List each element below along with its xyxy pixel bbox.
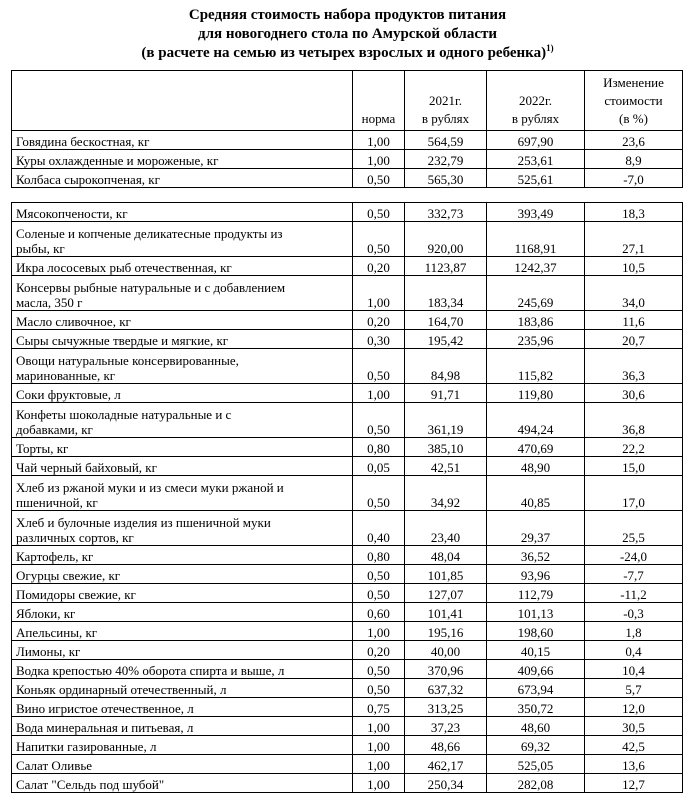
table-row	[12, 330, 683, 349]
change-cell: 20,7	[585, 330, 683, 349]
product-name: Соленые и копченые деликатесные продукты из рыбы, кг	[12, 222, 353, 257]
table-row	[12, 641, 683, 660]
table-row	[12, 457, 683, 476]
table-row	[12, 584, 683, 603]
price-2022-cell: 183,86	[487, 311, 585, 330]
product-name: Овощи натуральные консервированные, маринованные, кг	[12, 349, 353, 384]
price-2021-cell: 313,25	[405, 698, 487, 717]
price-2021-cell: 127,07	[405, 584, 487, 603]
table-row	[12, 311, 683, 330]
product-name: Вино игристое отечественное, л	[12, 698, 353, 717]
product-name: Масло сливочное, кг	[12, 311, 353, 330]
price-2022-cell: 40,15	[487, 641, 585, 660]
table-row	[12, 565, 683, 584]
norm-cell: 0,50	[353, 403, 405, 438]
table-row	[12, 384, 683, 403]
price-2021-cell: 232,79	[405, 150, 487, 169]
change-cell: 12,7	[585, 774, 683, 793]
price-2021-cell: 637,32	[405, 679, 487, 698]
price-2022-cell: 697,90	[487, 131, 585, 150]
change-cell: 25,5	[585, 511, 683, 546]
price-2022-cell: 115,82	[487, 349, 585, 384]
price-2021-cell: 564,59	[405, 131, 487, 150]
price-2022-cell: 198,60	[487, 622, 585, 641]
norm-cell: 0,30	[353, 330, 405, 349]
change-cell: 10,4	[585, 660, 683, 679]
norm-cell: 0,50	[353, 203, 405, 222]
norm-cell: 0,40	[353, 511, 405, 546]
table-row	[12, 131, 683, 150]
norm-cell: 0,50	[353, 476, 405, 511]
price-2022-cell: 235,96	[487, 330, 585, 349]
norm-cell: 1,00	[353, 384, 405, 403]
price-2021-cell: 84,98	[405, 349, 487, 384]
change-cell: 5,7	[585, 679, 683, 698]
product-name: Куры охлажденные и мороженые, кг	[12, 150, 353, 169]
price-2022-cell: 245,69	[487, 276, 585, 311]
table-row	[12, 679, 683, 698]
document-title	[0, 6, 695, 63]
price-2021-cell: 195,42	[405, 330, 487, 349]
norm-cell: 1,00	[353, 774, 405, 793]
price-2022-cell: 673,94	[487, 679, 585, 698]
norm-cell: 1,00	[353, 150, 405, 169]
product-name: Апельсины, кг	[12, 622, 353, 641]
product-name: Мясокопчености, кг	[12, 203, 353, 222]
price-table-top	[11, 70, 683, 188]
table-row	[12, 717, 683, 736]
price-2021-cell: 101,41	[405, 603, 487, 622]
price-2022-cell: 350,72	[487, 698, 585, 717]
table-row	[12, 546, 683, 565]
header-change: Изменение стоимости (в %)	[585, 71, 683, 131]
price-2021-cell: 37,23	[405, 717, 487, 736]
norm-cell: 0,50	[353, 660, 405, 679]
change-cell: 36,3	[585, 349, 683, 384]
product-name: Консервы рыбные натуральные и с добавлением масла, 350 г	[12, 276, 353, 311]
price-2021-cell: 195,16	[405, 622, 487, 641]
price-2022-cell: 93,96	[487, 565, 585, 584]
norm-cell: 1,00	[353, 276, 405, 311]
price-2022-cell: 36,52	[487, 546, 585, 565]
price-2021-cell: 1123,87	[405, 257, 487, 276]
price-2021-cell: 183,34	[405, 276, 487, 311]
table-row	[12, 203, 683, 222]
norm-cell: 0,20	[353, 311, 405, 330]
table-row	[12, 511, 683, 546]
product-name: Говядина бескостная, кг	[12, 131, 353, 150]
price-2022-cell: 48,90	[487, 457, 585, 476]
table-row	[12, 622, 683, 641]
norm-cell: 0,50	[353, 679, 405, 698]
change-cell: 1,8	[585, 622, 683, 641]
norm-cell: 1,00	[353, 131, 405, 150]
price-2021-cell: 385,10	[405, 438, 487, 457]
change-cell: 17,0	[585, 476, 683, 511]
price-2022-cell: 112,79	[487, 584, 585, 603]
price-2021-cell: 48,04	[405, 546, 487, 565]
title-line-3: (в расчете на семью из четырех взрослых и одного ребенка)$^{1)}$	[141, 43, 554, 61]
product-name: Вода минеральная и питьевая, л	[12, 717, 353, 736]
price-2021-cell: 23,40	[405, 511, 487, 546]
price-2021-cell: 42,51	[405, 457, 487, 476]
price-2022-cell: 40,85	[487, 476, 585, 511]
norm-cell: 0,50	[353, 222, 405, 257]
table-row	[12, 755, 683, 774]
table-row	[12, 403, 683, 438]
product-name: Салат "Сельдь под шубой"	[12, 774, 353, 793]
price-2022-cell: 253,61	[487, 150, 585, 169]
table-header-row	[12, 71, 683, 131]
price-2022-cell: 525,05	[487, 755, 585, 774]
change-cell: 30,6	[585, 384, 683, 403]
price-table-bottom	[11, 202, 683, 793]
change-cell: 15,0	[585, 457, 683, 476]
table-row	[12, 476, 683, 511]
table-row	[12, 660, 683, 679]
product-name: Сыры сычужные твердые и мягкие, кг	[12, 330, 353, 349]
change-cell: -7,0	[585, 169, 683, 188]
change-cell: 36,8	[585, 403, 683, 438]
price-2021-cell: 920,00	[405, 222, 487, 257]
table-row	[12, 349, 683, 384]
table-row	[12, 150, 683, 169]
table-row	[12, 603, 683, 622]
price-2022-cell: 494,24	[487, 403, 585, 438]
price-2022-cell: 409,66	[487, 660, 585, 679]
table-row	[12, 276, 683, 311]
change-cell: -0,3	[585, 603, 683, 622]
product-name: Хлеб из ржаной муки и из смеси муки ржаной и пшеничной, кг	[12, 476, 353, 511]
change-cell: 34,0	[585, 276, 683, 311]
norm-cell: 0,20	[353, 641, 405, 660]
price-2021-cell: 34,92	[405, 476, 487, 511]
price-2022-cell: 470,69	[487, 438, 585, 457]
price-2022-cell: 525,61	[487, 169, 585, 188]
change-cell: -7,7	[585, 565, 683, 584]
price-2022-cell: 29,37	[487, 511, 585, 546]
change-cell: 12,0	[585, 698, 683, 717]
table-row	[12, 169, 683, 188]
norm-cell: 0,50	[353, 565, 405, 584]
price-2022-cell: 69,32	[487, 736, 585, 755]
product-name: Напитки газированные, л	[12, 736, 353, 755]
norm-cell: 0,60	[353, 603, 405, 622]
norm-cell: 0,20	[353, 257, 405, 276]
table-row	[12, 774, 683, 793]
price-2022-cell: 393,49	[487, 203, 585, 222]
norm-cell: 1,00	[353, 717, 405, 736]
price-2022-cell: 1242,37	[487, 257, 585, 276]
product-name: Соки фруктовые, л	[12, 384, 353, 403]
product-name: Коньяк ординарный отечественный, л	[12, 679, 353, 698]
header-2022: 2022г. в рублях	[487, 71, 585, 131]
change-cell: -11,2	[585, 584, 683, 603]
product-name: Картофель, кг	[12, 546, 353, 565]
product-name: Торты, кг	[12, 438, 353, 457]
footnote-marker: 1)	[546, 43, 554, 53]
norm-cell: 1,00	[353, 736, 405, 755]
product-name: Салат Оливье	[12, 755, 353, 774]
price-2022-cell: 282,08	[487, 774, 585, 793]
product-name: Колбаса сырокопченая, кг	[12, 169, 353, 188]
price-2021-cell: 332,73	[405, 203, 487, 222]
change-cell: 13,6	[585, 755, 683, 774]
price-2022-cell: 1168,91	[487, 222, 585, 257]
norm-cell: 0,80	[353, 546, 405, 565]
change-cell: 10,5	[585, 257, 683, 276]
change-cell: 0,4	[585, 641, 683, 660]
table-row	[12, 222, 683, 257]
product-name: Конфеты шоколадные натуральные и с добавками, кг	[12, 403, 353, 438]
title-line-1: Средняя стоимость набора продуктов питания	[188, 7, 507, 23]
price-2021-cell: 370,96	[405, 660, 487, 679]
price-2022-cell: 101,13	[487, 603, 585, 622]
product-name: Огурцы свежие, кг	[12, 565, 353, 584]
price-2021-cell: 462,17	[405, 755, 487, 774]
product-name: Чай черный байховый, кг	[12, 457, 353, 476]
price-2021-cell: 91,71	[405, 384, 487, 403]
change-cell: 42,5	[585, 736, 683, 755]
table-row	[12, 438, 683, 457]
price-2021-cell: 48,66	[405, 736, 487, 755]
norm-cell: 0,50	[353, 349, 405, 384]
price-2022-cell: 119,80	[487, 384, 585, 403]
norm-cell: 1,00	[353, 755, 405, 774]
table-row	[12, 736, 683, 755]
price-2021-cell: 565,30	[405, 169, 487, 188]
price-2021-cell: 40,00	[405, 641, 487, 660]
price-2021-cell: 250,34	[405, 774, 487, 793]
table-row	[12, 257, 683, 276]
norm-cell: 0,50	[353, 169, 405, 188]
norm-cell: 0,80	[353, 438, 405, 457]
title-line-2: для новогоднего стола по Амурской области	[197, 26, 497, 42]
change-cell: 22,2	[585, 438, 683, 457]
norm-cell: 0,75	[353, 698, 405, 717]
product-name: Помидоры свежие, кг	[12, 584, 353, 603]
price-2022-cell: 48,60	[487, 717, 585, 736]
price-2021-cell: 164,70	[405, 311, 487, 330]
product-name: Икра лососевых рыб отечественная, кг	[12, 257, 353, 276]
norm-cell: 0,50	[353, 584, 405, 603]
product-name: Лимоны, кг	[12, 641, 353, 660]
change-cell: 23,6	[585, 131, 683, 150]
change-cell: 27,1	[585, 222, 683, 257]
price-2021-cell: 101,85	[405, 565, 487, 584]
change-cell: 30,5	[585, 717, 683, 736]
product-name: Яблоки, кг	[12, 603, 353, 622]
change-cell: 11,6	[585, 311, 683, 330]
product-name: Хлеб и булочные изделия из пшеничной муки различных сортов, кг	[12, 511, 353, 546]
change-cell: 18,3	[585, 203, 683, 222]
change-cell: 8,9	[585, 150, 683, 169]
norm-cell: 0,05	[353, 457, 405, 476]
norm-cell: 1,00	[353, 622, 405, 641]
product-name: Водка крепостью 40% оборота спирта и выше, л	[12, 660, 353, 679]
header-product	[12, 71, 353, 131]
header-norm: норма	[353, 71, 405, 131]
table-row	[12, 698, 683, 717]
price-2021-cell: 361,19	[405, 403, 487, 438]
change-cell: -24,0	[585, 546, 683, 565]
header-2021: 2021г. в рублях	[405, 71, 487, 131]
